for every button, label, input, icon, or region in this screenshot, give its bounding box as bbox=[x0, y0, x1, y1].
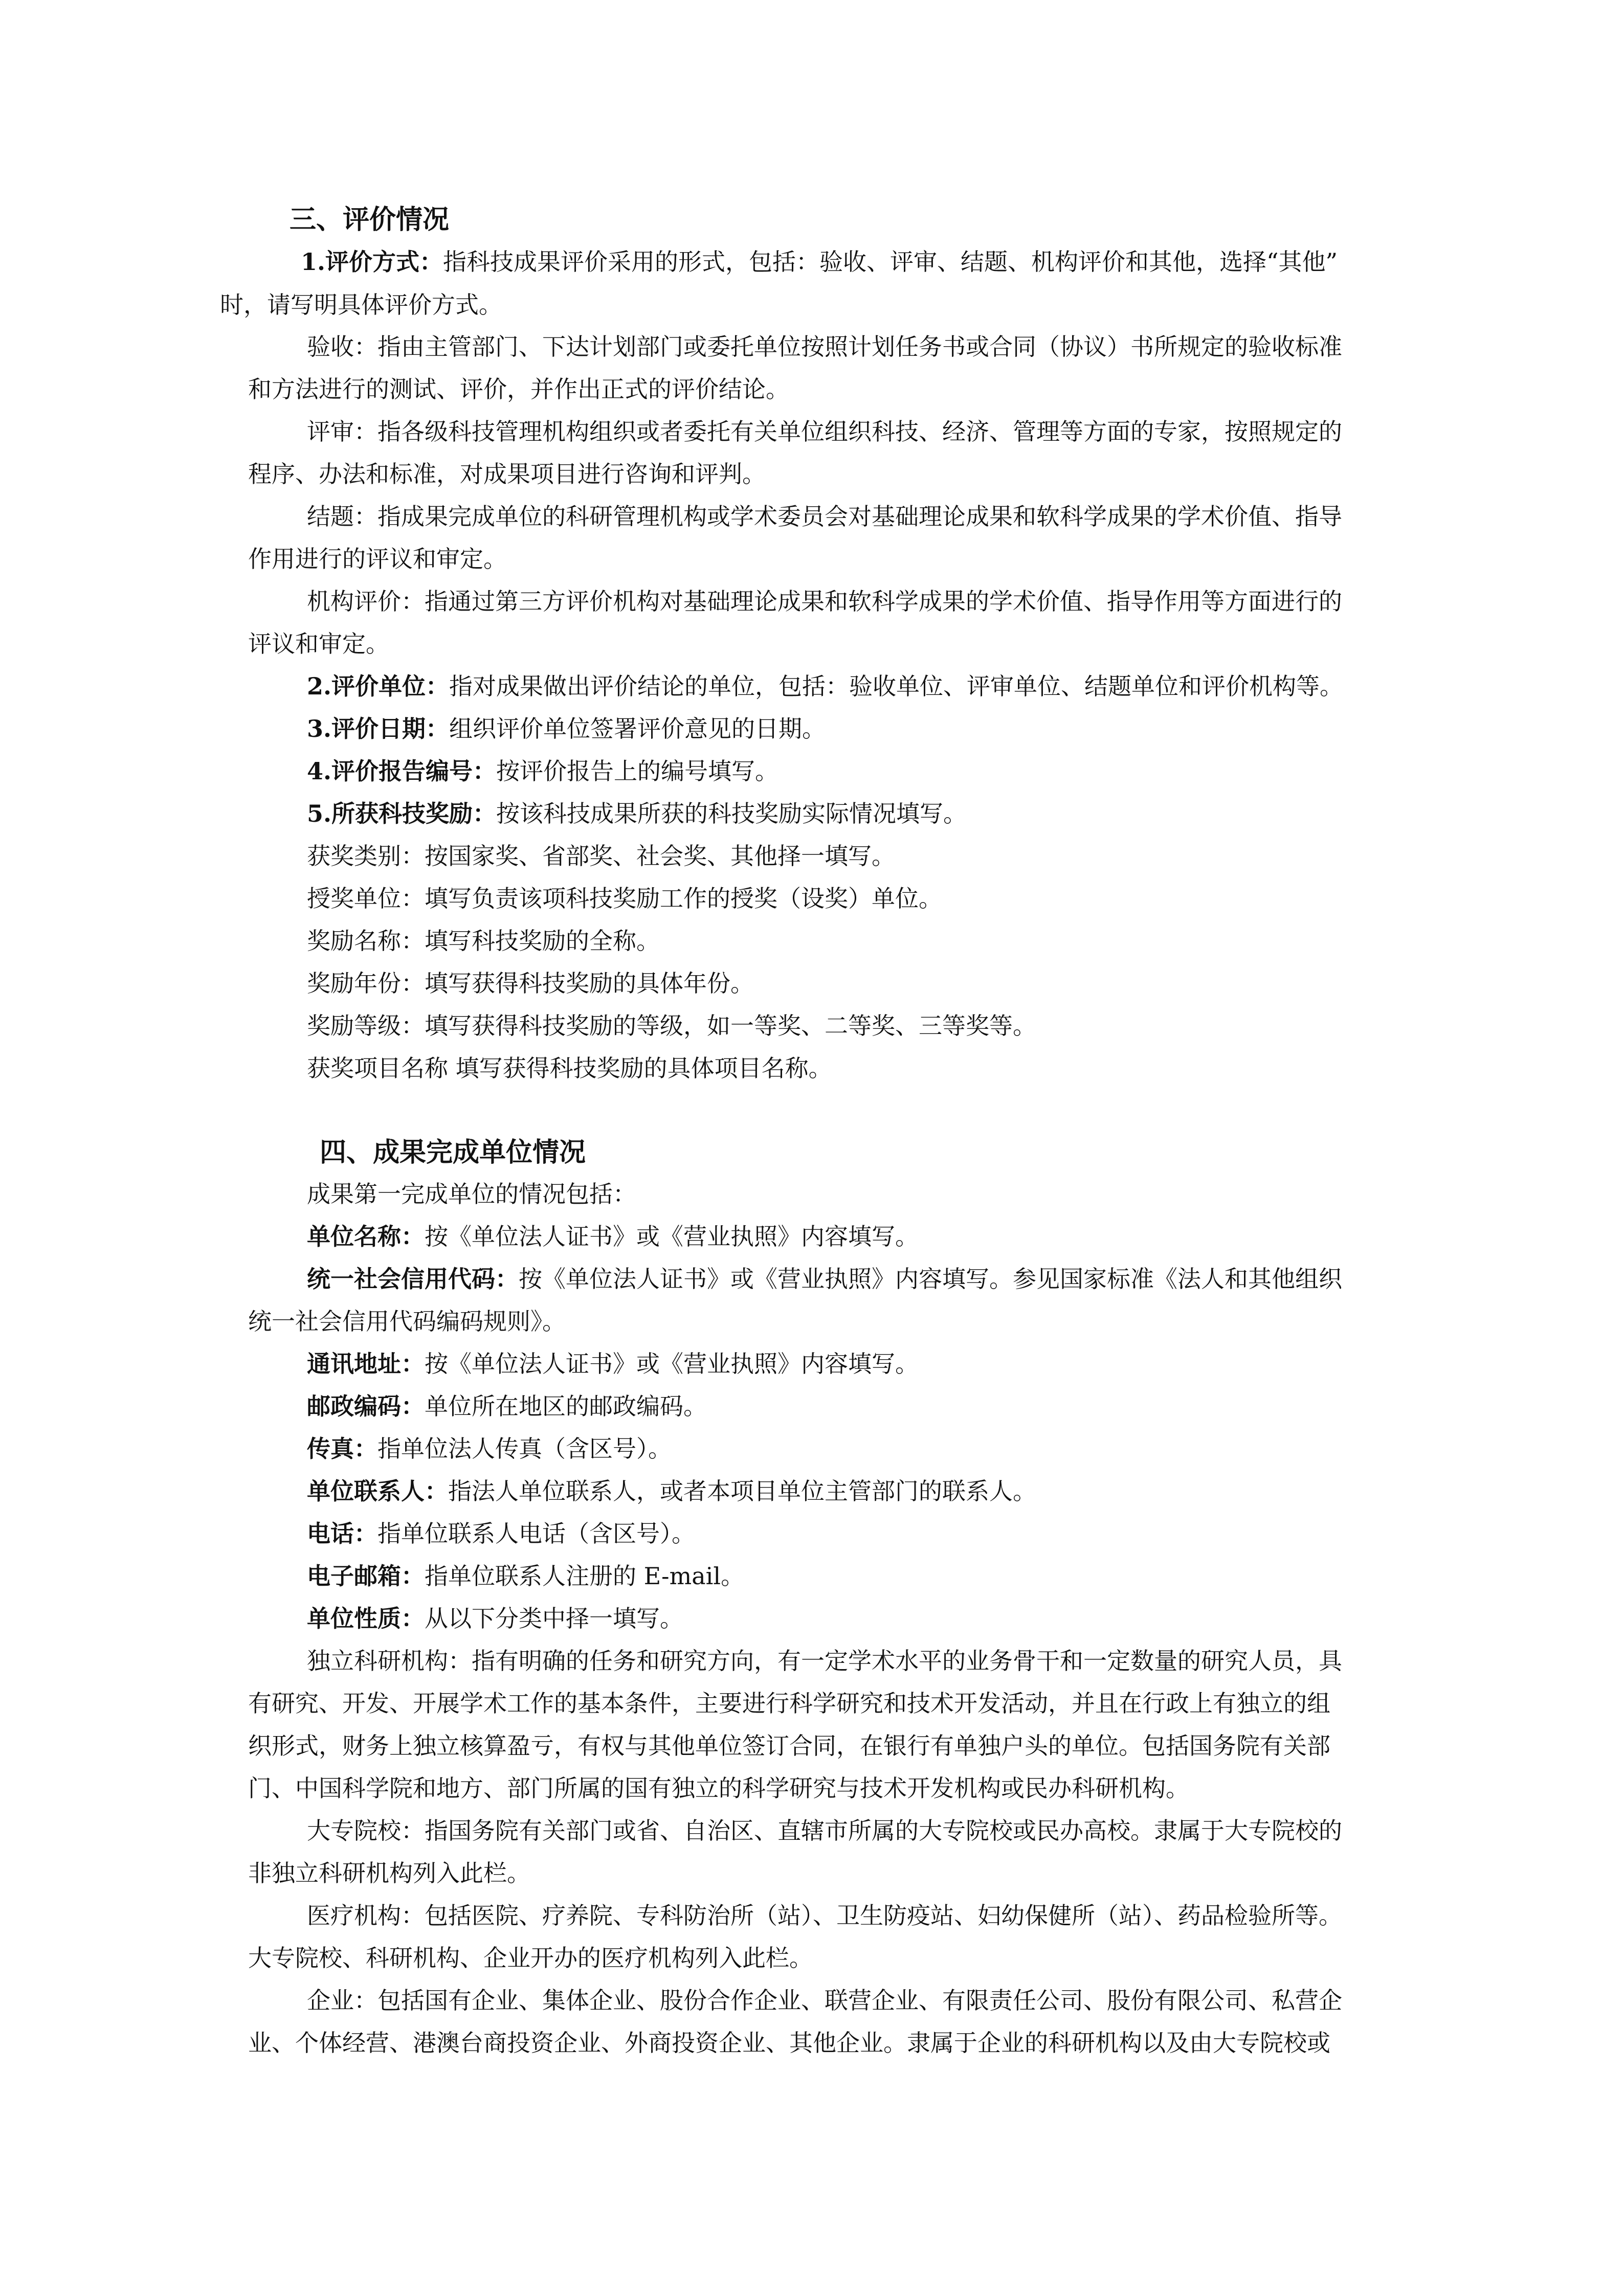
item1-text: 指科技成果评价采用的形式，包括：验收、评审、结题、机构评价和其他，选择“其他” bbox=[443, 248, 1338, 276]
item4-label: 4.评价报告编号： bbox=[307, 757, 497, 785]
fax-line bbox=[307, 1433, 672, 1464]
unit-name-label: 单位名称： bbox=[307, 1223, 425, 1250]
item2-text: 指对成果做出评价结论的单位，包括：验收单位、评审单位、结题单位和评价机构等。 bbox=[449, 672, 1344, 700]
conclusion-line2: 作用进行的评议和审定。 bbox=[248, 545, 507, 573]
award-project-line: 获奖项目名称 填写获得科技奖励的具体项目名称。 bbox=[307, 1054, 832, 1082]
credit-code-text: 按《单位法人证书》或《营业执照》内容填写。参见国家标准《法人和其他组织 bbox=[519, 1265, 1342, 1293]
credit-code-label: 统一社会信用代码： bbox=[307, 1265, 519, 1293]
item5-line bbox=[307, 798, 967, 829]
enterprise-line2: 业、个体经营、港澳台商投资企业、外商投资企业、其他企业。隶属于企业的科研机构以及由大专院校或 bbox=[248, 2029, 1330, 2057]
phone-label: 电话： bbox=[307, 1520, 377, 1547]
unit-name-line bbox=[307, 1221, 919, 1252]
item2-line bbox=[307, 671, 1343, 702]
item5-label: 5.所获科技奖励： bbox=[307, 800, 497, 827]
nature-label: 单位性质： bbox=[307, 1605, 425, 1632]
item2-label: 2.评价单位： bbox=[307, 672, 450, 700]
address-label: 通讯地址： bbox=[307, 1350, 425, 1378]
credit-code-line1 bbox=[307, 1264, 1342, 1294]
award-grade-line: 奖励等级：填写获得科技奖励的等级，如一等奖、二等奖、三等奖等。 bbox=[307, 1012, 1036, 1040]
award-unit-line: 授奖单位：填写负责该项科技奖励工作的授奖（设奖）单位。 bbox=[307, 885, 942, 912]
item1-line1 bbox=[301, 246, 1338, 277]
contact-label: 单位联系人： bbox=[307, 1477, 448, 1505]
nature-line bbox=[307, 1603, 683, 1634]
email-line bbox=[307, 1561, 744, 1591]
phone-text: 指单位联系人电话（含区号）。 bbox=[377, 1520, 695, 1547]
address-line bbox=[307, 1348, 919, 1379]
agency-line1: 机构评价：指通过第三方评价机构对基础理论成果和软科学成果的学术价值、指导作用等方面进行的 bbox=[307, 588, 1342, 615]
college-line1: 大专院校：指国务院有关部门或省、自治区、直辖市所属的大专院校或民办高校。隶属于大专院校的 bbox=[307, 1817, 1342, 1844]
phone-line bbox=[307, 1518, 695, 1549]
contact-text: 指法人单位联系人，或者本项目单位主管部门的联系人。 bbox=[448, 1477, 1036, 1505]
fax-label: 传真： bbox=[307, 1435, 377, 1462]
item4-line bbox=[307, 756, 778, 786]
item3-line bbox=[307, 713, 826, 744]
postcode-label: 邮政编码： bbox=[307, 1392, 425, 1420]
agency-line2: 评议和审定。 bbox=[248, 630, 389, 658]
award-year-line: 奖励年份：填写获得科技奖励的具体年份。 bbox=[307, 970, 754, 997]
contact-line bbox=[307, 1476, 1036, 1506]
review-line2: 程序、办法和标准，对成果项目进行咨询和评判。 bbox=[248, 460, 766, 488]
address-text: 按《单位法人证书》或《营业执照》内容填写。 bbox=[425, 1350, 919, 1378]
unit-name-text: 按《单位法人证书》或《营业执照》内容填写。 bbox=[425, 1223, 919, 1250]
credit-code-line2: 统一社会信用代码编码规则》。 bbox=[248, 1308, 566, 1335]
item3-text: 组织评价单位签署评价意见的日期。 bbox=[449, 715, 826, 742]
section4-intro: 成果第一完成单位的情况包括： bbox=[307, 1180, 636, 1208]
award-type-line: 获奖类别：按国家奖、省部奖、社会奖、其他择一填写。 bbox=[307, 842, 895, 870]
conclusion-line1: 结题：指成果完成单位的科研管理机构或学术委员会对基础理论成果和软科学成果的学术价值、指导 bbox=[307, 503, 1342, 530]
review-line1: 评审：指各级科技管理机构组织或者委托有关单位组织科技、经济、管理等方面的专家，按照规定的 bbox=[307, 418, 1342, 445]
email-label: 电子邮箱： bbox=[307, 1562, 425, 1590]
research-inst-line1: 独立科研机构：指有明确的任务和研究方向，有一定学术水平的业务骨干和一定数量的研究人员，具 bbox=[307, 1647, 1342, 1675]
acceptance-line1: 验收：指由主管部门、下达计划部门或委托单位按照计划任务书或合同（协议）书所规定的验收标准 bbox=[307, 333, 1342, 361]
section3-heading: 三、评价情况 bbox=[290, 204, 450, 235]
research-inst-line2: 有研究、开发、开展学术工作的基本条件，主要进行科学研究和技术开发活动，并且在行政上有独立的组 bbox=[248, 1690, 1330, 1717]
research-inst-line3: 织形式，财务上独立核算盈亏，有权与其他单位签订合同，在银行有单独户头的单位。包括国务院有关部 bbox=[248, 1732, 1330, 1760]
fax-text: 指单位法人传真（含区号）。 bbox=[377, 1435, 672, 1462]
award-name-line: 奖励名称：填写科技奖励的全称。 bbox=[307, 927, 660, 955]
section4-heading: 四、成果完成单位情况 bbox=[320, 1137, 586, 1168]
college-line2: 非独立科研机构列入此栏。 bbox=[248, 1859, 530, 1887]
research-inst-line4: 门、中国科学院和地方、部门所属的国有独立的科学研究与技术开发机构或民办科研机构。 bbox=[248, 1774, 1189, 1802]
item3-label: 3.评价日期： bbox=[307, 715, 450, 742]
acceptance-line2: 和方法进行的测试、评价，并作出正式的评价结论。 bbox=[248, 375, 789, 403]
item5-text: 按该科技成果所获的科技奖励实际情况填写。 bbox=[496, 800, 967, 827]
postcode-text: 单位所在地区的邮政编码。 bbox=[425, 1392, 707, 1420]
enterprise-line1: 企业：包括国有企业、集体企业、股份合作企业、联营企业、有限责任公司、股份有限公司、私营企 bbox=[307, 1987, 1342, 2014]
medical-line2: 大专院校、科研机构、企业开办的医疗机构列入此栏。 bbox=[248, 1944, 813, 1972]
email-text: 指单位联系人注册的 E-mail。 bbox=[425, 1562, 745, 1590]
nature-text: 从以下分类中择一填写。 bbox=[425, 1605, 683, 1632]
item4-text: 按评价报告上的编号填写。 bbox=[496, 757, 779, 785]
item1-label: 1.评价方式： bbox=[301, 248, 443, 276]
medical-line1: 医疗机构：包括医院、疗养院、专科防治所（站）、卫生防疫站、妇幼保健所（站）、药品检验所等。 bbox=[307, 1902, 1342, 1929]
item1-line2: 时，请写明具体评价方式。 bbox=[220, 291, 502, 319]
postcode-line bbox=[307, 1391, 707, 1422]
